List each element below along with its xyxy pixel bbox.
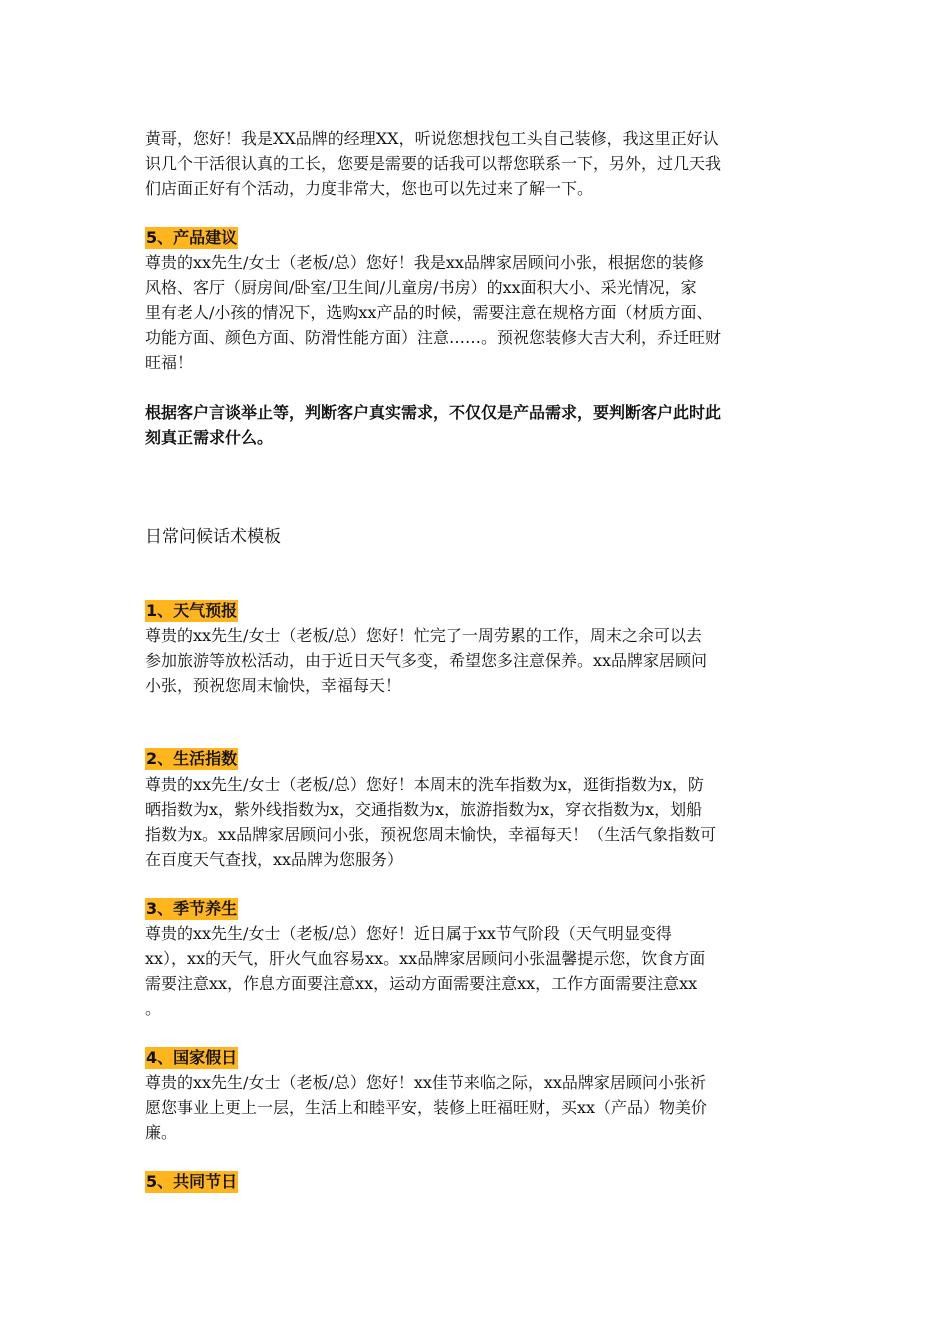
section-line: 需要注意xx，作息方面要注意xx，运动方面需要注意xx，工作方面需要注意xx bbox=[145, 974, 698, 993]
section-line: 尊贵的xx先生/女士（老板/总）您好！近日属于xx节气阶段（天气明显变得 bbox=[145, 924, 672, 943]
section-line: 。 bbox=[145, 999, 162, 1018]
product-advice-paragraph bbox=[145, 250, 810, 375]
section-heading-weather: 1、天气预报 bbox=[146, 601, 238, 620]
section-line: 尊贵的xx先生/女士（老板/总）您好！xx佳节来临之际，xx品牌家居顾问小张祈 bbox=[145, 1073, 706, 1092]
product-advice-line: 风格、客厅（厨房间/卧室/卫生间/儿童房/书房）的xx面积大小、采光情况，家 bbox=[145, 278, 697, 297]
intro-line: 们店面正好有个活动，力度非常大，您也可以先过来了解一下。 bbox=[145, 179, 594, 198]
section-line: 小张，预祝您周末愉快，幸福每天！ bbox=[145, 676, 402, 695]
intro-line: 黄哥，您好！我是XX品牌的经理XX，听说您想找包工头自己装修，我这里正好认 bbox=[145, 129, 719, 148]
product-advice-line: 里有老人/小孩的情况下，选购xx产品的时候，需要注意在规格方面（材质方面、 bbox=[145, 303, 713, 322]
summary-line: 刻真正需求什么。 bbox=[145, 428, 274, 447]
section-line: 廉。 bbox=[145, 1123, 178, 1142]
section-heading-holiday: 4、国家假日 bbox=[146, 1048, 238, 1067]
section-heading-life-index: 2、生活指数 bbox=[146, 749, 238, 768]
product-advice-line: 尊贵的xx先生/女士（老板/总）您好！我是xx品牌家居顾问小张，根据您的装修 bbox=[145, 253, 704, 272]
product-advice-heading: 5、产品建议 bbox=[146, 228, 238, 247]
section-paragraph-weather bbox=[145, 623, 810, 698]
section-heading-season: 3、季节养生 bbox=[146, 899, 238, 918]
section-line: 尊贵的xx先生/女士（老板/总）您好！本周末的洗车指数为x，逛街指数为x，防 bbox=[145, 775, 704, 794]
intro-paragraph bbox=[145, 126, 810, 201]
section-line: 参加旅游等放松活动，由于近日天气多变，希望您多注意保养。xx品牌家居顾问 bbox=[145, 651, 708, 670]
summary-line: 根据客户言谈举止等，判断客户真实需求，不仅仅是产品需求，要判断客户此时此 bbox=[145, 403, 722, 422]
section-paragraph-life-index bbox=[145, 772, 810, 872]
daily-greeting-title: 日常问候话术模板 bbox=[145, 527, 281, 547]
section-line: 尊贵的xx先生/女士（老板/总）您好！忙完了一周劳累的工作，周末之余可以去 bbox=[145, 626, 702, 645]
section-line: 晒指数为x，紫外线指数为x，交通指数为x，旅游指数为x，穿衣指数为x，划船 bbox=[145, 800, 703, 819]
section-paragraph-season bbox=[145, 921, 810, 1021]
product-advice-line: 功能方面、颜色方面、防滑性能方面）注意……。预祝您装修大吉大利，乔迁旺财 bbox=[145, 328, 722, 347]
summary-paragraph bbox=[145, 400, 810, 450]
section-line: 在百度天气查找，xx品牌为您服务） bbox=[145, 850, 404, 869]
section-heading-common-festival: 5、共同节日 bbox=[146, 1172, 238, 1191]
product-advice-line: 旺福！ bbox=[145, 353, 194, 372]
section-paragraph-holiday bbox=[145, 1070, 810, 1145]
intro-line: 识几个干活很认真的工长，您要是需要的话我可以帮您联系一下，另外，过几天我 bbox=[145, 154, 722, 173]
section-line: xx），xx的天气，肝火气血容易xx。xx品牌家居顾问小张温馨提示您，饮食方面 bbox=[145, 949, 706, 968]
section-line: 愿您事业上更上一层，生活上和睦平安，装修上旺福旺财，买xx（产品）物美价 bbox=[145, 1098, 708, 1117]
section-line: 指数为x。xx品牌家居顾问小张，预祝您周末愉快，幸福每天！（生活气象指数可 bbox=[145, 825, 717, 844]
